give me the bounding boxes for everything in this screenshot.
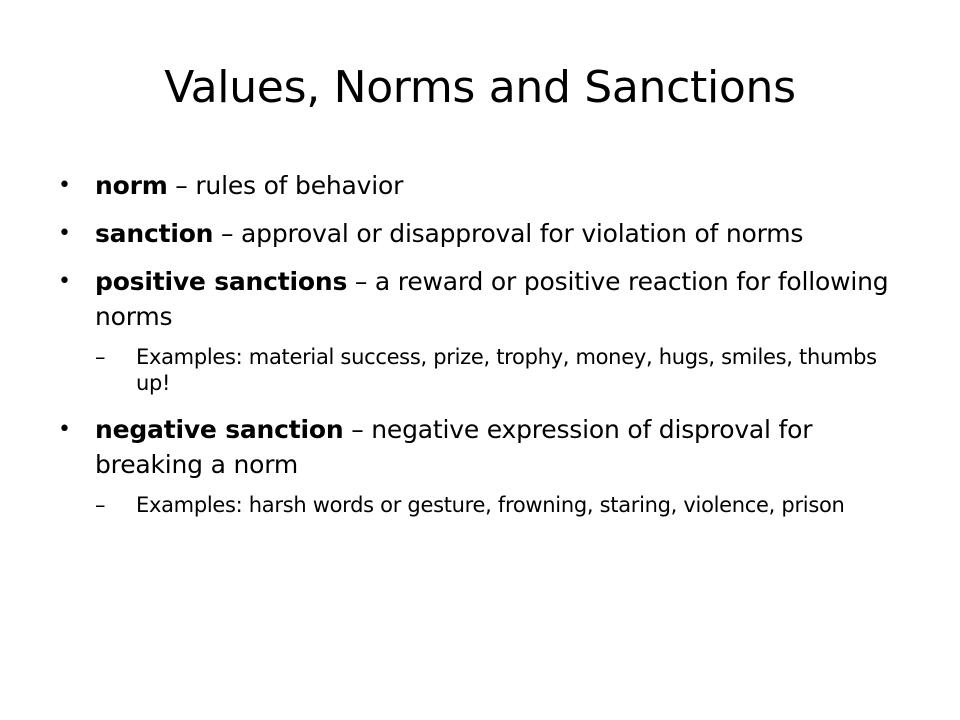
slide-title: Values, Norms and Sanctions xyxy=(164,62,796,113)
definition-positive-sanctions: – a reward or positive reaction for following norms xyxy=(95,267,889,331)
definition-sanction: – approval or disapproval for violation of norms xyxy=(213,219,804,248)
term-positive-sanctions: positive sanctions xyxy=(95,267,348,296)
dash-icon: – xyxy=(95,493,106,517)
term-negative-sanction: negative sanction xyxy=(95,415,344,444)
sub-item-negative-examples xyxy=(58,492,908,518)
sub-item-text: Examples: material success, prize, trophy, money, hugs, smiles, thumbs up! xyxy=(136,345,877,395)
dash-icon: – xyxy=(95,345,106,369)
term-sanction: sanction xyxy=(95,219,214,248)
bullet-icon: • xyxy=(58,417,71,442)
definition-norm: – rules of behavior xyxy=(167,171,404,200)
definition-negative-sanction: – negative expression of disproval for breaking a norm xyxy=(95,415,813,479)
bullet-item-sanction xyxy=(58,216,908,251)
bullet-icon: • xyxy=(58,221,71,246)
sub-item-text: Examples: harsh words or gesture, frowning, staring, violence, prison xyxy=(136,493,845,517)
bullet-icon: • xyxy=(58,269,71,294)
bullet-item-negative-sanction xyxy=(58,412,908,482)
bullet-list xyxy=(58,168,908,534)
bullet-item-norm xyxy=(58,168,908,203)
sub-item-positive-examples xyxy=(58,344,908,396)
bullet-item-positive-sanctions xyxy=(58,264,908,334)
bullet-icon: • xyxy=(58,173,71,198)
term-norm: norm xyxy=(95,171,168,200)
